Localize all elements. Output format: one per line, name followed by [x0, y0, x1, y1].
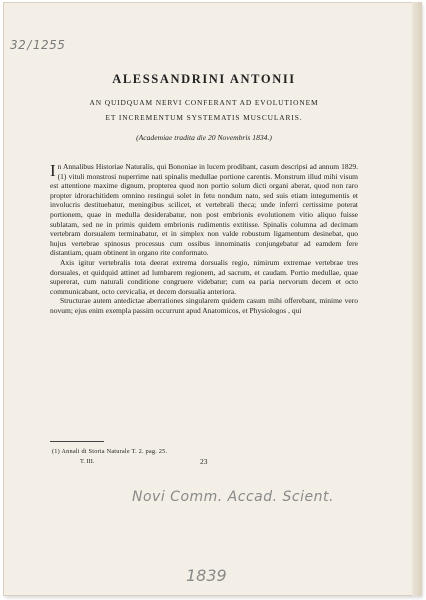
paragraph-2: Axis igitur vertebralis tota deerat extrema dorsualis regio, nimirum extremae vertebrae tres dorsuales, et quidquid attinet ad lumbarem regionem, ad sacrum, et caudam. Portio medullae, quae supererat, cum naturali conditione congruere videbatur; cum ea paria nervorum decem et octo communicabant, octo cervicalia, et decem dorsualia anteriora. [50, 257, 358, 296]
ref-number-b: 1255 [32, 38, 66, 52]
pencil-bottom-note: Novi Comm. Accad. Scient. [132, 489, 334, 505]
title-line-1: AN QUIDQUAM NERVI CONFERANT AD EVOLUTIONEM [89, 98, 319, 107]
pencil-reference-number [10, 38, 65, 52]
author-heading: ALESSANDRINI ANTONII [112, 72, 296, 86]
article-body [50, 162, 358, 316]
page-number: 23 [200, 457, 208, 466]
title-line-2: ET INCREMENTUM SYSTEMATIS MUSCULARIS. [105, 113, 303, 122]
footnote-rule [50, 441, 104, 442]
ref-number-a: 32 [10, 38, 27, 52]
signature-mark: T. III. [80, 458, 95, 465]
page-fold-edge [412, 2, 422, 596]
paragraph-1-text: n Annalibus Historiae Naturalis, qui Bononiae in lucem prodibant, casum descripsi ad annum 1829. (1) vituli monstrosi nuperrime nati spinalis medullae portione carentis. Monstrum illud mihi visum est attentione maxime dignum, propterea quod non portio solum dicti organi aberat, quod non raro propter idrorachitidem omnino restingui solet in fetu nondum nato, sed suis etiam integumentis et involucris destituebatur, meningibus scilicet, et vertebrali theca; unde inferri certissime poterat portionem, quae in medulla desiderabatur, non post embrionis evolutionem vitio aliquo fuisse sublatam, sed ne in primis quidem embrionis rudimentis extitisse. Spinalis columna ad decimam vertebram dorsualem terminabatur, et in simplex non valde robustum ligamentum desinebat, quo hujus vertebrae spinosus processus cum ossibus innominatis conjungebatur ad eamdem fere distantiam, quam obtinent in organo rite conformato. [50, 162, 358, 258]
paragraph-1 [50, 162, 358, 258]
dateline: (Academiae tradita die 20 Novembris 1834.) [136, 133, 272, 142]
footnote: (1) Annali di Storia Naturale T. 2. pag. 25. [52, 448, 168, 455]
pencil-year-note: 1839 [186, 566, 227, 585]
drop-cap: I [50, 161, 56, 180]
ref-separator: / [27, 38, 32, 52]
paragraph-3: Structurae autem antedictae aberrationes singularem quidem casum mihi offerebant, minime vero novum; ejus enim exempla passim occurrunt apud Anatomicos, et Physiologos , qui [50, 296, 358, 315]
article-content [50, 72, 358, 316]
